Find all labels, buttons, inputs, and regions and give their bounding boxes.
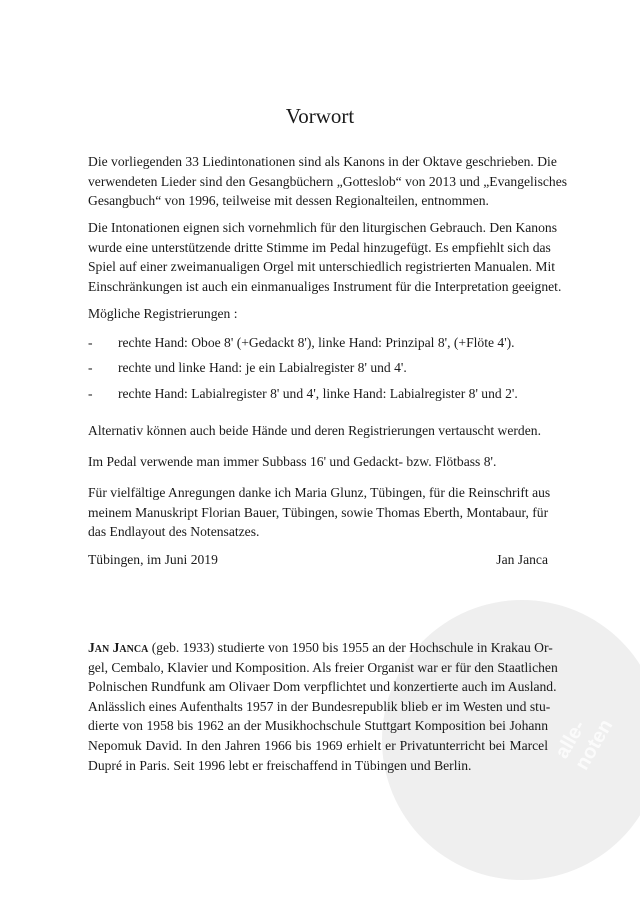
text-line: das Endlayout des Notensatzes. <box>88 524 260 540</box>
text-line: Dupré in Paris. Seit 1996 lebt er freischaffend in Tübingen und Berlin. <box>88 757 472 773</box>
text-fragment: (geb. 1933) studierte von 1950 bis 1955 an der Hochschule in Krakau Or- <box>151 640 553 655</box>
text-line: meinem Manuskript Florian Bauer, Tübingen, sowie Thomas Eberth, Montabaur, für <box>88 504 549 520</box>
paragraph-usage <box>88 218 562 296</box>
paragraph-alternative: Alternativ können auch beide Hände und deren Registrierungen vertauscht werden. <box>88 423 541 438</box>
text-line: wurde eine unterstützende dritte Stimme im Pedal hinzugefügt. Es empfiehlt sich das <box>88 239 551 255</box>
text-line: Anlässlich eines Aufenthalts 1957 in der Bundesrepublik blieb er im Westen und stu- <box>88 698 551 714</box>
text-line: Die vorliegenden 33 Liedintonationen sind als Kanons in der Oktave geschrieben. Die <box>88 154 557 169</box>
bullet-dash: - <box>88 386 93 401</box>
text-line: Spiel auf einer zweimanualigen Orgel mit unterschiedlich registrierten Manualen. Mit <box>88 259 556 275</box>
text-line: verwendeten Lieder sind den Gesangbüchern „Gotteslob“ von 2013 und „Evangelisches <box>88 173 568 189</box>
paragraph-pedal: Im Pedal verwende man immer Subbass 16' und Gedackt- bzw. Flötbass 8'. <box>88 454 497 469</box>
text-line: Polnischen Rundfunk am Olivaer Dom verpflichtet und konzertierte auch im Ausland. <box>88 679 557 695</box>
place-date: Tübingen, im Juni 2019 <box>88 552 218 567</box>
text-line <box>88 638 553 658</box>
paragraph-intro <box>88 152 568 211</box>
text-line: Für vielfältige Anregungen danke ich Maria Glunz, Tübingen, für die Reinschrift aus <box>88 485 551 500</box>
text-line: dierte von 1958 bis 1962 an der Musikhochschule Stuttgart Komposition bei Johann <box>88 718 548 734</box>
bullet-dash: - <box>88 335 93 350</box>
registrations-heading: Mögliche Registrierungen : <box>88 306 238 321</box>
registration-text: rechte Hand: Labialregister 8' und 4', linke Hand: Labialregister 8' und 2'. <box>118 386 518 401</box>
author-name: Jan Janca <box>88 640 149 655</box>
bullet-dash: - <box>88 360 93 375</box>
text-line: Nepomuk David. In den Jahren 1966 bis 1969 erhielt er Privatunterricht bei Marcel <box>88 737 548 753</box>
registration-text: rechte und linke Hand: je ein Labialregister 8' und 4'. <box>118 360 407 375</box>
paragraph-thanks <box>88 483 551 542</box>
biography <box>88 638 558 775</box>
signature-line <box>88 552 548 568</box>
text-line: gel, Cembalo, Klavier und Komposition. Als freier Organist war er für den Staatlichen <box>88 659 558 675</box>
page-title: Vorwort <box>285 104 355 128</box>
text-line: Die Intonationen eignen sich vornehmlich für den liturgischen Gebrauch. Den Kanons <box>88 220 557 235</box>
registration-text: rechte Hand: Oboe 8' (+Gedackt 8'), linke Hand: Prinzipal 8', (+Flöte 4'). <box>118 335 515 350</box>
author-signature: Jan Janca <box>496 552 548 567</box>
text-line: Gesangbuch“ von 1996, teilweise mit dessen Regionalteilen, entnommen. <box>88 193 489 209</box>
watermark-logo: alle-noten <box>551 715 618 774</box>
text-line: Einschränkungen ist auch ein einmanualiges Instrument für die Interpretation geeignet. <box>88 278 562 294</box>
